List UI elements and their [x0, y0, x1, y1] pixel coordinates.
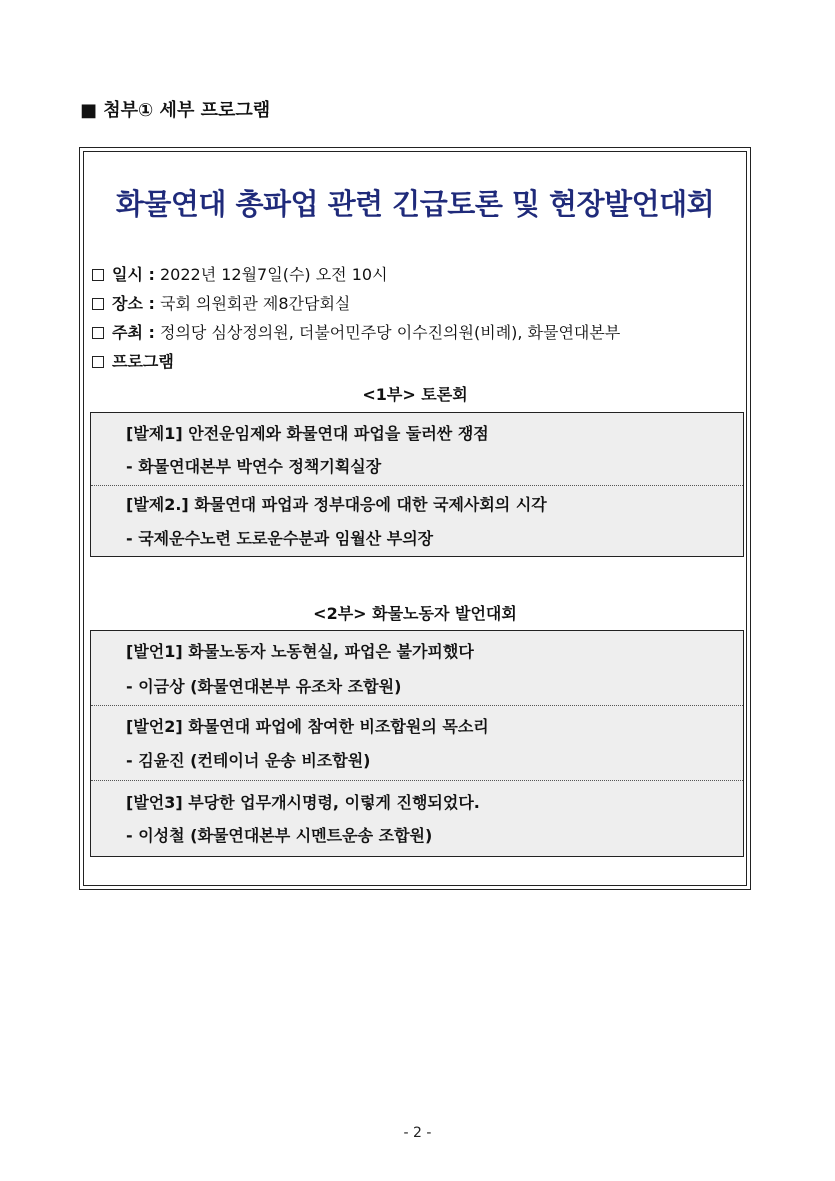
program-item-speaker: - 이금상 (화물연대본부 유조차 조합원)	[126, 677, 402, 696]
info-value: 정의당 심상정의원, 더불어민주당 이수진의원(비례), 화물연대본부	[159, 323, 621, 342]
checkbox-square-icon	[92, 356, 104, 368]
info-label: 프로그램	[112, 352, 174, 371]
part2-table	[90, 630, 744, 857]
program-item-heading: [발언3] 부당한 업무개시명령, 이렇게 진행되었다.	[126, 793, 480, 812]
program-item-heading: [발제2.] 화물연대 파업과 정부대응에 대한 국제사회의 시각	[126, 495, 547, 514]
program-item-heading: [발제1] 안전운임제와 화물연대 파업을 둘러싼 쟁점	[126, 424, 489, 443]
info-host	[92, 320, 620, 343]
attachment-header: ■ 첨부① 세부 프로그램	[80, 100, 271, 121]
info-venue	[92, 291, 350, 314]
program-item-heading: [발언1] 화물노동자 노동현실, 파업은 불가피했다	[126, 642, 474, 661]
part1-table	[90, 412, 744, 557]
program-item	[91, 413, 743, 485]
checkbox-square-icon	[92, 269, 104, 281]
program-item	[91, 705, 743, 780]
program-inner-box	[83, 151, 747, 886]
program-item-speaker: - 화물연대본부 박연수 정책기획실장	[126, 457, 382, 476]
program-item-speaker: - 국제운수노련 도로운수분과 임월산 부의장	[126, 529, 434, 548]
program-item	[91, 631, 743, 705]
program-item	[91, 485, 743, 555]
info-program	[92, 349, 174, 372]
info-label: 장소 :	[112, 294, 155, 313]
info-label: 주최 :	[112, 323, 155, 342]
program-item-speaker: - 김윤진 (컨테이너 운송 비조합원)	[126, 751, 371, 770]
checkbox-square-icon	[92, 298, 104, 310]
program-box	[79, 147, 751, 890]
page-number: - 2 -	[403, 1125, 432, 1141]
info-datetime	[92, 262, 388, 285]
info-label: 일시 :	[112, 265, 155, 284]
program-item-heading: [발언2] 화물연대 파업에 참여한 비조합원의 목소리	[126, 717, 489, 736]
event-title: 화물연대 총파업 관련 긴급토론 및 현장발언대회	[115, 187, 715, 221]
checkbox-square-icon	[92, 327, 104, 339]
part2-title: <2부> 화물노동자 발언대회	[313, 604, 517, 623]
info-value: 국회 의원회관 제8간담회실	[159, 294, 351, 313]
program-item-speaker: - 이성철 (화물연대본부 시멘트운송 조합원)	[126, 826, 433, 845]
part1-title: <1부> 토론회	[362, 385, 468, 404]
program-item	[91, 780, 743, 854]
info-value: 2022년 12월7일(수) 오전 10시	[159, 265, 388, 284]
